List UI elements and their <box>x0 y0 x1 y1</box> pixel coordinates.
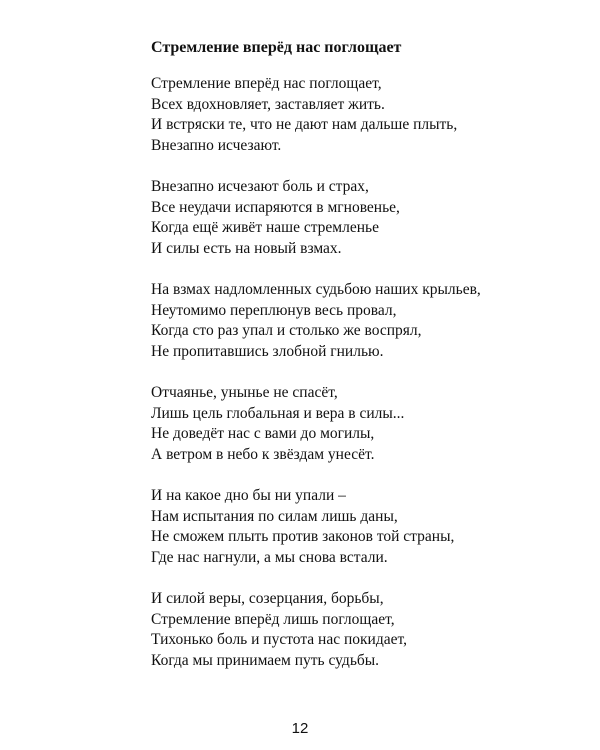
poem-line: Отчаянье, унынье не спасёт, <box>151 384 338 401</box>
poem-line: Когда ещё живёт наше стремленье <box>151 219 379 236</box>
poem-line: Где нас нагнули, а мы снова встали. <box>151 548 388 566</box>
poem-line: Внезапно исчезают боль и страх, <box>151 178 369 195</box>
poem-line: Неутомимо переплюнув весь провал, <box>151 301 397 319</box>
poem-line: Тихонько боль и пустота нас покидает, <box>151 631 407 648</box>
poem-line: Всех вдохновляет, заставляет жить. <box>151 95 385 113</box>
stanza-4 <box>151 383 571 465</box>
poem-line: И на какое дно бы ни упали – <box>151 487 346 504</box>
poem-line: На взмах надломленных судьбою наших крыльев, <box>151 281 481 298</box>
poem-title: Стремление вперёд нас поглощает <box>151 39 402 56</box>
poem-line: Лишь цель глобальная и вера в силы... <box>151 404 405 422</box>
poem <box>151 38 571 692</box>
poem-line: Все неудачи испаряются в мгновенье, <box>151 198 400 216</box>
poem-line: Стремление вперёд лишь поглощает, <box>151 610 395 628</box>
stanza-2 <box>151 177 571 259</box>
poem-line: Не доведёт нас с вами до могилы, <box>151 425 375 442</box>
poem-line: Нам испытания по силам лишь даны, <box>151 507 398 525</box>
poem-line: И силы есть на новый взмах. <box>151 239 342 257</box>
poem-line: Стремление вперёд нас поглощает, <box>151 75 382 92</box>
poem-line: Когда сто раз упал и столько же воспрял, <box>151 322 422 339</box>
page-number: 12 <box>291 720 309 737</box>
poem-line: И силой веры, созерцания, борьбы, <box>151 590 384 607</box>
poem-line: А ветром в небо к звёздам унесёт. <box>151 445 375 463</box>
poem-line: Не сможем плыть против законов той страны, <box>151 528 455 545</box>
poem-line: Когда мы принимаем путь судьбы. <box>151 651 380 669</box>
poem-line: Внезапно исчезают. <box>151 136 282 154</box>
stanza-1 <box>151 74 571 156</box>
poem-line: И встряски те, что не дают нам дальше плыть, <box>151 116 458 133</box>
stanza-6 <box>151 589 571 671</box>
stanza-3 <box>151 280 571 362</box>
stanza-5 <box>151 486 571 568</box>
poem-line: Не пропитавшись злобной гнилью. <box>151 342 384 360</box>
